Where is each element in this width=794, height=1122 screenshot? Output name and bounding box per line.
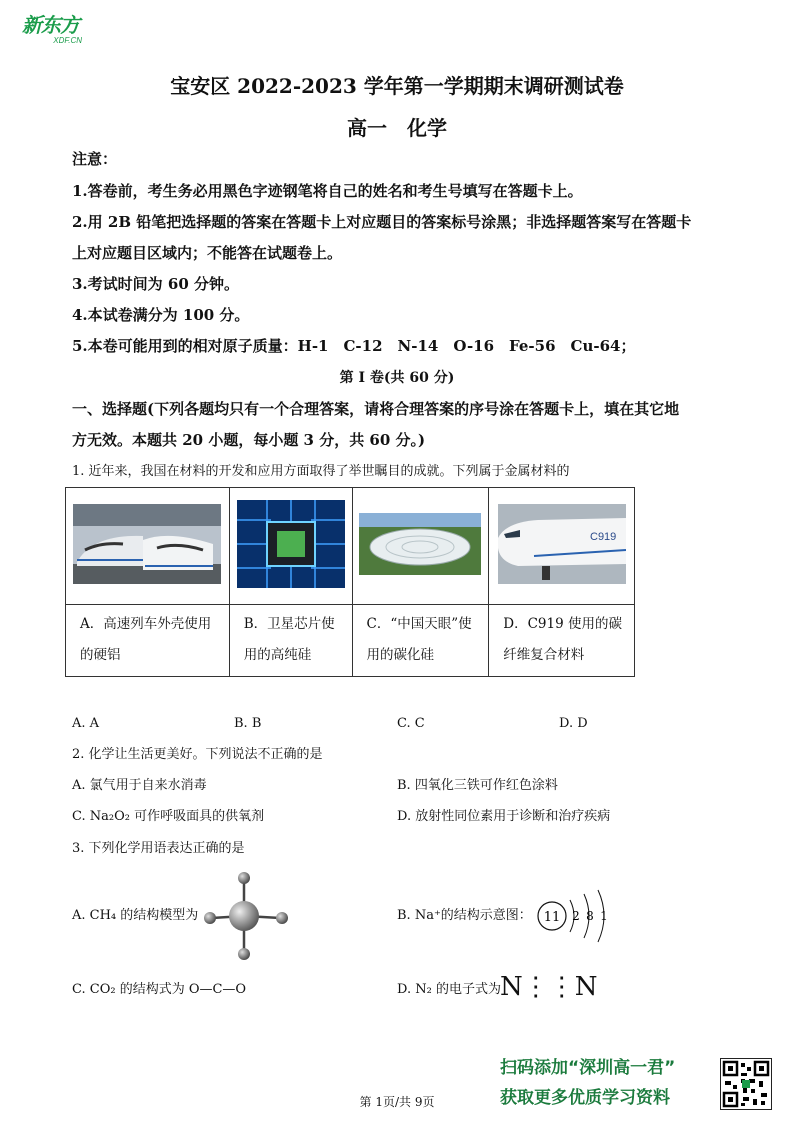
q1-option-cell-a (66, 605, 230, 677)
c919-aircraft-image (498, 504, 626, 584)
q2-stem: 2. 化学让生活更美好。下列说法不正确的是 (72, 747, 323, 762)
exam-title: 宝安区 2022-2023 学年第一学期期末调研测试卷 (170, 74, 624, 98)
q1-option-a[interactable]: A. A (72, 716, 100, 731)
shell-3-electrons: 1 (600, 909, 608, 923)
notice-item-1: 1.答卷前，考生务必用黑色字迹钢笔将自己的姓名和考生号填写在答题卡上。 (72, 182, 583, 200)
q2-option-d[interactable]: D. 放射性同位素用于诊断和治疗疾病 (397, 809, 611, 824)
exam-subtitle: 高一 化学 (347, 116, 447, 140)
notice-item-2-cont: 上对应题目区域内；不能答在试题卷上。 (72, 244, 343, 262)
fast-telescope-image (359, 513, 481, 575)
q1-option-d[interactable]: D. D (559, 716, 588, 731)
xdf-logo (22, 14, 86, 48)
q3-stem: 3. 下列化学用语表达正确的是 (72, 841, 245, 856)
nucleus-charge: 11 (543, 910, 561, 925)
promo-line-2: 获取更多优质学习资料 (500, 1088, 670, 1108)
n2-electron-formula: N⋮⋮N (500, 972, 598, 1002)
q3-option-b[interactable]: B. Na⁺的结构示意图： (397, 908, 532, 923)
section-instruction-1: 一、选择题(下列各题均只有一个合理答案，请将合理答案的序号涂在答题卡上，填在其它地 (72, 400, 680, 418)
q1-cell-d-line1: D．C919 使用的碳 (503, 616, 622, 632)
shell-2-electrons: 8 (586, 909, 594, 923)
q2-option-c[interactable]: C. Na₂O₂ 可作呼吸面具的供氧剂 (72, 809, 265, 824)
q1-option-c[interactable]: C. C (397, 716, 425, 731)
q1-cell-a-line2: 的硬铝 (80, 647, 121, 663)
q1-image-cell-c (352, 488, 489, 605)
shell-1-electrons: 2 (572, 909, 580, 923)
notice-item-5: 5.本卷可能用到的相对原子质量：H-1 C-12 N-14 O-16 Fe-56 Cu-64； (72, 337, 636, 355)
q1-cell-b-line2: 用的高纯硅 (243, 647, 312, 663)
q1-option-cell-b (229, 605, 352, 677)
q3-option-a[interactable]: A. CH₄ 的结构模型为 (72, 908, 199, 923)
q1-cell-c-line2: 用的碳化硅 (366, 647, 435, 663)
q1-cell-a-line1: A．高速列车外壳使用 (80, 616, 212, 632)
q1-material-table (65, 487, 635, 677)
logo-subtext: XDF.CN (53, 36, 82, 45)
high-speed-train-image (73, 504, 221, 584)
ch4-ball-model-icon (200, 868, 292, 968)
q3-option-c[interactable]: C. CO₂ 的结构式为 O—C—O (72, 982, 247, 997)
section-instruction-2: 方无效。本题共 20 小题，每小题 3 分，共 60 分。) (72, 431, 426, 449)
promo-line-1: 扫码添加“深圳高一君” (500, 1058, 676, 1078)
q1-image-cell-d (489, 488, 635, 605)
section-title: 第 I 卷(共 60 分) (339, 370, 455, 386)
page-number: 第 1页/共 9页 (359, 1095, 435, 1109)
q1-image-cell-b (229, 488, 352, 605)
notice-item-2: 2.用 2B 铅笔把选择题的答案在答题卡上对应题目的答案标号涂黑；非选择题答案写在答题卡 (72, 213, 692, 231)
q1-cell-b-line1: B．卫星芯片使 (243, 616, 335, 632)
q1-cell-d-line2: 纤维复合材料 (503, 647, 585, 663)
q2-option-b[interactable]: B. 四氧化三铁可作红色涂料 (397, 778, 558, 793)
q2-option-a[interactable]: A. 氯气用于自来水消毒 (72, 778, 207, 793)
q1-option-cell-c (352, 605, 489, 677)
q1-option-b[interactable]: B. B (234, 716, 262, 731)
notice-heading: 注意： (72, 150, 118, 168)
q3-option-d[interactable]: D. N₂ 的电子式为 (397, 982, 501, 997)
q1-image-cell-a (66, 488, 230, 605)
notice-item-4: 4.本试卷满分为 100 分。 (72, 306, 250, 324)
q1-cell-c-line1: C．“中国天眼”使 (366, 616, 472, 632)
q1-stem: 1. 近年来，我国在材料的开发和应用方面取得了举世瞩目的成就。下列属于金属材料的 (72, 464, 570, 479)
aircraft-label: C919 (589, 531, 616, 543)
na-atom-structure-diagram (532, 888, 612, 944)
q1-option-cell-d (489, 605, 635, 677)
chip-image (237, 500, 345, 588)
notice-item-3: 3.考试时间为 60 分钟。 (72, 275, 239, 293)
logo-text: 新东方 (22, 13, 79, 37)
